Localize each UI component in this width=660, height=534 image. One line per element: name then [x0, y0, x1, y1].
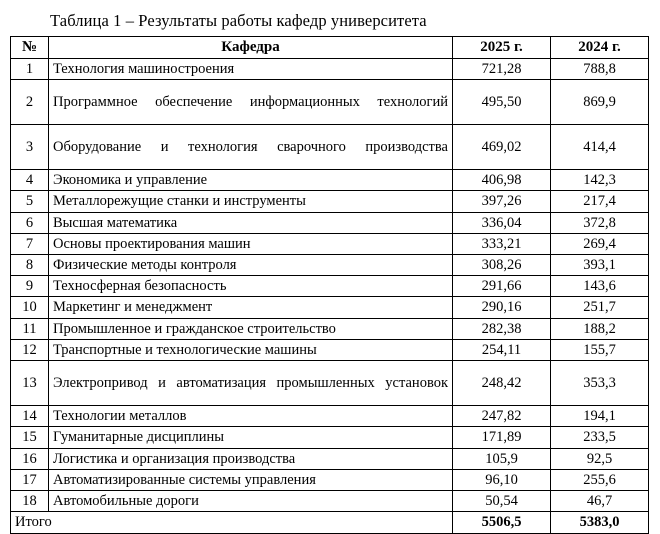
row-number: 6	[11, 212, 49, 233]
column-header-department: Кафедра	[49, 37, 453, 59]
table-caption: Таблица 1 – Результаты работы кафедр университета	[50, 11, 427, 30]
row-department: Физические методы контроля	[49, 254, 453, 275]
table-row	[11, 448, 649, 469]
total-label: Итого	[11, 512, 453, 533]
row-department: Автомобильные дороги	[49, 491, 453, 512]
row-value-2025: 96,10	[453, 469, 551, 490]
row-value-2024: 372,8	[551, 212, 649, 233]
row-department: Логистика и организация производства	[49, 448, 453, 469]
row-value-2025: 254,11	[453, 339, 551, 360]
row-department: Автоматизированные системы управления	[49, 469, 453, 490]
row-number: 4	[11, 170, 49, 191]
row-value-2024: 155,7	[551, 339, 649, 360]
row-value-2025: 333,21	[453, 233, 551, 254]
row-department: Электропривод и автоматизация промышленных установок	[49, 361, 453, 406]
row-value-2024: 142,3	[551, 170, 649, 191]
row-value-2025: 469,02	[453, 125, 551, 170]
row-department: Технологии металлов	[49, 406, 453, 427]
table-row	[11, 427, 649, 448]
row-number: 2	[11, 80, 49, 125]
row-department: Экономика и управление	[49, 170, 453, 191]
table-row	[11, 361, 649, 406]
row-value-2025: 291,66	[453, 276, 551, 297]
row-department: Оборудование и технология сварочного производства	[49, 125, 453, 170]
row-number: 7	[11, 233, 49, 254]
row-value-2025: 282,38	[453, 318, 551, 339]
row-value-2024: 353,3	[551, 361, 649, 406]
row-value-2024: 188,2	[551, 318, 649, 339]
row-number: 11	[11, 318, 49, 339]
table-row	[11, 469, 649, 490]
row-value-2025: 308,26	[453, 254, 551, 275]
row-number: 1	[11, 58, 49, 79]
column-header-2024: 2024 г.	[551, 37, 649, 59]
table-header	[11, 37, 649, 59]
table-row	[11, 170, 649, 191]
table-body	[11, 58, 649, 533]
table-row	[11, 191, 649, 212]
row-number: 15	[11, 427, 49, 448]
row-department: Маркетинг и менеджмент	[49, 297, 453, 318]
row-value-2025: 248,42	[453, 361, 551, 406]
table-header-row	[11, 37, 649, 59]
results-table	[10, 36, 649, 534]
row-number: 14	[11, 406, 49, 427]
row-value-2025: 406,98	[453, 170, 551, 191]
row-department: Техносферная безопасность	[49, 276, 453, 297]
row-department: Промышленное и гражданское строительство	[49, 318, 453, 339]
total-value-2024: 5383,0	[551, 512, 649, 533]
row-number: 12	[11, 339, 49, 360]
column-header-2025: 2025 г.	[453, 37, 551, 59]
row-value-2025: 397,26	[453, 191, 551, 212]
table-row	[11, 212, 649, 233]
row-number: 16	[11, 448, 49, 469]
row-value-2025: 105,9	[453, 448, 551, 469]
row-department: Технология машиностроения	[49, 58, 453, 79]
row-value-2025: 247,82	[453, 406, 551, 427]
row-number: 3	[11, 125, 49, 170]
table-row	[11, 125, 649, 170]
row-number: 9	[11, 276, 49, 297]
table-row	[11, 491, 649, 512]
row-value-2024: 255,6	[551, 469, 649, 490]
row-number: 13	[11, 361, 49, 406]
row-department: Программное обеспечение информационных технологий	[49, 80, 453, 125]
table-row	[11, 254, 649, 275]
row-value-2024: 269,4	[551, 233, 649, 254]
row-value-2025: 50,54	[453, 491, 551, 512]
row-value-2024: 92,5	[551, 448, 649, 469]
row-value-2025: 290,16	[453, 297, 551, 318]
total-value-2025: 5506,5	[453, 512, 551, 533]
row-value-2025: 495,50	[453, 80, 551, 125]
row-value-2024: 217,4	[551, 191, 649, 212]
row-department: Металлорежущие станки и инструменты	[49, 191, 453, 212]
table-total-row	[11, 512, 649, 533]
table-row	[11, 58, 649, 79]
row-value-2024: 414,4	[551, 125, 649, 170]
table-row	[11, 233, 649, 254]
row-value-2024: 393,1	[551, 254, 649, 275]
table-row	[11, 297, 649, 318]
row-value-2024: 194,1	[551, 406, 649, 427]
table-row	[11, 406, 649, 427]
row-number: 8	[11, 254, 49, 275]
table-row	[11, 276, 649, 297]
row-value-2024: 788,8	[551, 58, 649, 79]
row-value-2024: 251,7	[551, 297, 649, 318]
row-number: 18	[11, 491, 49, 512]
table-row	[11, 318, 649, 339]
table-row	[11, 339, 649, 360]
column-header-number: №	[11, 37, 49, 59]
row-value-2025: 336,04	[453, 212, 551, 233]
row-department: Транспортные и технологические машины	[49, 339, 453, 360]
row-value-2024: 143,6	[551, 276, 649, 297]
row-department: Гуманитарные дисциплины	[49, 427, 453, 448]
row-number: 5	[11, 191, 49, 212]
row-value-2025: 171,89	[453, 427, 551, 448]
row-department: Основы проектирования машин	[49, 233, 453, 254]
row-number: 17	[11, 469, 49, 490]
row-value-2024: 233,5	[551, 427, 649, 448]
table-row	[11, 80, 649, 125]
row-number: 10	[11, 297, 49, 318]
row-value-2025: 721,28	[453, 58, 551, 79]
row-value-2024: 869,9	[551, 80, 649, 125]
row-value-2024: 46,7	[551, 491, 649, 512]
row-department: Высшая математика	[49, 212, 453, 233]
